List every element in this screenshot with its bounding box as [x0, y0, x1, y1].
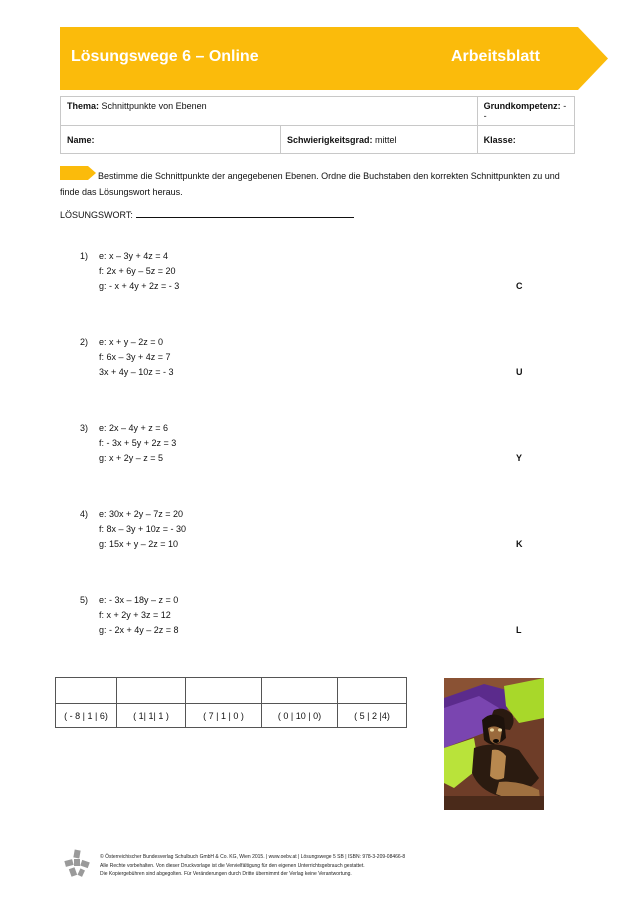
instruction-text: Bestimme die Schnittpunkte der angegebenen Ebenen. Ordne die Buchstaben den korrekten Schnittpunkten zu und finde das Lösungswort heraus.	[60, 171, 560, 197]
task-letter: K	[516, 539, 523, 549]
equation-e: e: x – 3y + 4z = 4	[99, 251, 169, 261]
answer-letter-cell[interactable]	[338, 678, 407, 704]
task-number: 5)	[80, 595, 89, 605]
footer-rights: Alle Rechte vorbehalten. Von dieser Druckvorlage ist die Vervielfältigung für den eigenen Unterrichtsgebrauch gestattet.	[100, 862, 365, 869]
grundkompetenz-label: Grundkompetenz:	[483, 101, 561, 111]
answer-point: ( 0 | 10 | 0)	[262, 704, 338, 728]
grundkompetenz-value: --	[483, 101, 567, 121]
task-letter: L	[516, 625, 522, 635]
task-2	[80, 337, 530, 387]
header-banner	[60, 27, 608, 90]
answer-point: ( 5 | 2 |4)	[338, 704, 407, 728]
task-letter: C	[516, 281, 523, 291]
answer-table	[55, 677, 407, 728]
task-3	[80, 423, 530, 473]
answer-point: ( 7 | 1 | 0 )	[186, 704, 262, 728]
klasse-cell	[477, 126, 574, 154]
footer-copyright: © Österreichischer Bundesverlag Schulbuch GmbH & Co. KG, Wien 2015. | www.oebv.at | Lösungswege 5 SB | ISBN: 978-3-209-08466-8	[100, 854, 406, 860]
task-number: 2)	[80, 337, 89, 347]
answer-letter-cell[interactable]	[186, 678, 262, 704]
equation-g: g: - x + 4y + 2z = - 3	[99, 281, 180, 291]
task-number: 1)	[80, 251, 89, 261]
info-table	[60, 96, 575, 154]
equation-f: f: 8x – 3y + 10z = - 30	[99, 524, 187, 534]
task-1	[80, 251, 530, 301]
task-number: 3)	[80, 423, 89, 433]
publisher-logo-icon	[62, 848, 92, 878]
solution-label: LÖSUNGSWORT:	[60, 210, 133, 220]
equation-g: g: 15x + y – 2z = 10	[99, 539, 179, 549]
task-letter: Y	[516, 453, 523, 463]
thema-label: Thema:	[67, 101, 100, 111]
dog-photo	[444, 678, 544, 810]
footer	[100, 853, 520, 879]
schwierigkeit-value: mittel	[375, 134, 397, 145]
grundkompetenz-cell	[477, 97, 574, 126]
equation-e: e: - 3x – 18y – z = 0	[99, 595, 179, 605]
equation-g: g: - 2x + 4y – 2z = 8	[99, 625, 179, 635]
worksheet-type: Arbeitsblatt	[451, 48, 540, 65]
schwierigkeit-label: Schwierigkeitsgrad:	[287, 134, 373, 145]
equation-f: f: 6x – 3y + 4z = 7	[99, 352, 171, 362]
equation-g: 3x + 4y – 10z = - 3	[99, 367, 174, 377]
equation-f: f: 2x + 6y – 5z = 20	[99, 266, 176, 276]
equation-g: g: x + 2y – z = 5	[99, 453, 164, 463]
task-number: 4)	[80, 509, 89, 519]
answer-letter-cell[interactable]	[262, 678, 338, 704]
task-5	[80, 595, 530, 645]
schwierigkeit-cell	[281, 126, 478, 154]
equation-f: f: x + 2y + 3z = 12	[99, 610, 171, 620]
equation-f: f: - 3x + 5y + 2z = 3	[99, 438, 177, 448]
equation-e: e: 30x + 2y – 7z = 20	[99, 509, 184, 519]
worksheet-title: Lösungswege 6 – Online	[71, 48, 259, 65]
answer-point: ( 1| 1| 1 )	[117, 704, 186, 728]
equation-e: e: x + y – 2z = 0	[99, 337, 164, 347]
task-letter: U	[516, 367, 523, 377]
solution-word	[60, 210, 354, 220]
answer-letter-cell[interactable]	[117, 678, 186, 704]
footer-disclaimer: Die Kopiergebühren sind abgegolten. Für Veränderungen durch Dritte übernimmt der Verlag keine Verantwortung.	[100, 871, 352, 877]
thema-value: Schnittpunkte von Ebenen	[101, 101, 207, 111]
name-label: Name:	[67, 134, 95, 145]
klasse-label: Klasse:	[483, 134, 516, 145]
answer-point: ( - 8 | 1 | 6)	[56, 704, 117, 728]
task-4	[80, 509, 530, 559]
equation-e: e: 2x – 4y + z = 6	[99, 423, 169, 433]
answer-letter-cell[interactable]	[56, 678, 117, 704]
thema-cell	[61, 97, 478, 126]
name-cell	[61, 126, 281, 154]
solution-line[interactable]	[136, 210, 354, 218]
